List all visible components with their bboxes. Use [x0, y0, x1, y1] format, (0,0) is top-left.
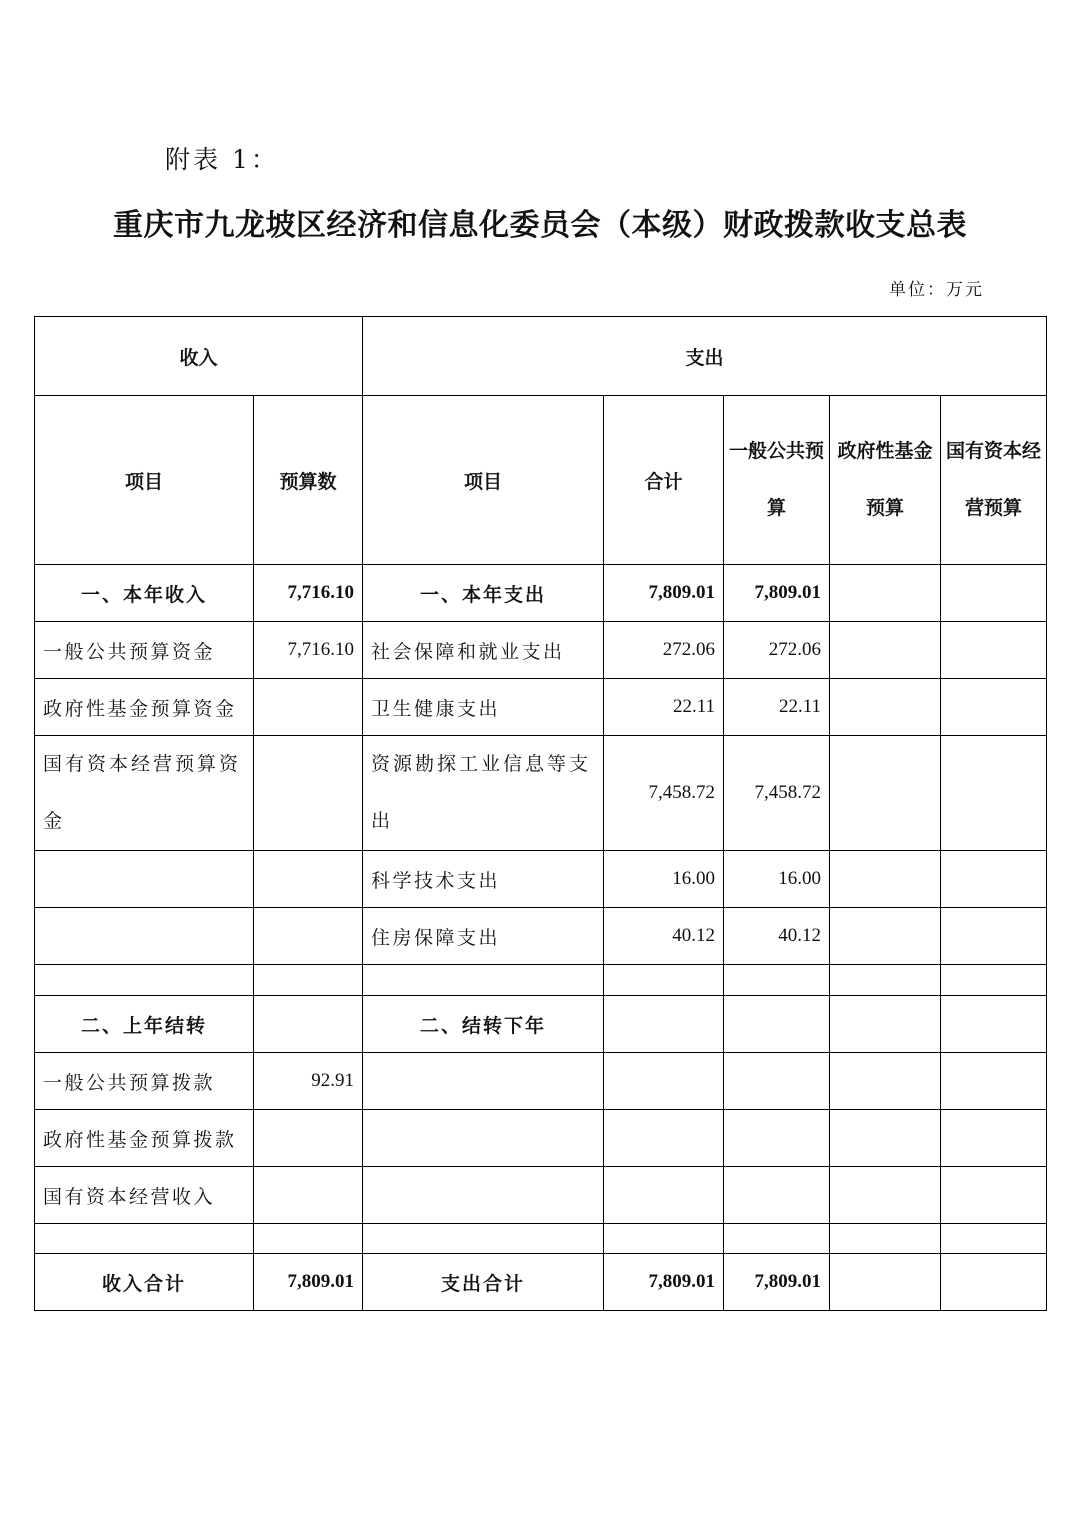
expense-item-cell: 二、结转下年 — [363, 996, 604, 1053]
gov-fund-cell — [830, 851, 941, 908]
spacer-row — [35, 1224, 1047, 1254]
state-capital-cell — [941, 622, 1047, 679]
col-state-capital: 国有资本经营预算 — [941, 396, 1047, 565]
state-capital-cell — [941, 1053, 1047, 1110]
state-capital-cell — [941, 736, 1047, 851]
table-row — [35, 851, 1047, 908]
gov-fund-cell — [830, 622, 941, 679]
gov-fund-cell — [830, 565, 941, 622]
general-cell: 40.12 — [724, 908, 830, 965]
income-budget-cell — [254, 996, 363, 1053]
totals-row — [35, 1254, 1047, 1311]
income-budget-cell: 7,716.10 — [254, 622, 363, 679]
state-capital-cell — [941, 565, 1047, 622]
gov-fund-cell — [830, 1053, 941, 1110]
income-budget-cell — [254, 679, 363, 736]
gov-fund-cell — [830, 1167, 941, 1224]
state-capital-cell — [941, 1110, 1047, 1167]
expense-item-cell: 住房保障支出 — [363, 908, 604, 965]
income-item-cell — [35, 908, 254, 965]
total-cell: 7,809.01 — [604, 565, 724, 622]
gov-fund-cell — [830, 736, 941, 851]
expense-item-cell — [363, 1053, 604, 1110]
general-cell — [724, 1110, 830, 1167]
expense-total-label: 支出合计 — [363, 1254, 604, 1311]
total-cell — [604, 1053, 724, 1110]
gov-fund-cell — [830, 908, 941, 965]
general-cell: 16.00 — [724, 851, 830, 908]
income-item-cell: 一般公共预算拨款 — [35, 1053, 254, 1110]
general-cell: 22.11 — [724, 679, 830, 736]
table-row — [35, 1167, 1047, 1224]
attachment-label: 附表 1： — [165, 145, 279, 174]
expense-item-cell: 卫生健康支出 — [363, 679, 604, 736]
income-total-value: 7,809.01 — [254, 1254, 363, 1311]
state-capital-cell — [941, 851, 1047, 908]
expense-item-cell: 社会保障和就业支出 — [363, 622, 604, 679]
col-income-item: 项目 — [35, 396, 254, 565]
col-expense-item: 项目 — [363, 396, 604, 565]
total-cell: 272.06 — [604, 622, 724, 679]
state-capital-cell — [941, 1254, 1047, 1311]
table-row — [35, 908, 1047, 965]
income-group-header: 收入 — [35, 317, 363, 396]
total-cell — [604, 1110, 724, 1167]
total-cell — [604, 1167, 724, 1224]
state-capital-cell — [941, 679, 1047, 736]
state-capital-cell — [941, 996, 1047, 1053]
state-capital-cell — [941, 908, 1047, 965]
gov-fund-cell — [830, 996, 941, 1053]
income-total-label: 收入合计 — [35, 1254, 254, 1311]
general-cell: 7,458.72 — [724, 736, 830, 851]
general-cell — [724, 1053, 830, 1110]
table-row — [35, 1110, 1047, 1167]
col-total: 合计 — [604, 396, 724, 565]
gov-fund-cell — [830, 1110, 941, 1167]
spacer-row — [35, 965, 1047, 996]
table-row — [35, 996, 1047, 1053]
table-row — [35, 1053, 1047, 1110]
income-budget-cell: 7,716.10 — [254, 565, 363, 622]
expense-item-cell — [363, 1167, 604, 1224]
total-cell: 40.12 — [604, 908, 724, 965]
general-cell — [724, 1167, 830, 1224]
table-row — [35, 565, 1047, 622]
income-item-cell — [35, 851, 254, 908]
total-cell: 16.00 — [604, 851, 724, 908]
income-item-cell: 二、上年结转 — [35, 996, 254, 1053]
income-item-cell: 国有资本经营预算资金 — [35, 736, 254, 851]
income-budget-cell — [254, 851, 363, 908]
table-row — [35, 736, 1047, 851]
income-budget-cell — [254, 1167, 363, 1224]
expense-item-cell: 一、本年支出 — [363, 565, 604, 622]
total-cell — [604, 996, 724, 1053]
column-header-row — [35, 396, 1047, 565]
total-cell: 22.11 — [604, 679, 724, 736]
income-item-cell: 一般公共预算资金 — [35, 622, 254, 679]
total-cell: 7,458.72 — [604, 736, 724, 851]
budget-summary-table — [34, 316, 1047, 1311]
income-budget-cell — [254, 908, 363, 965]
general-cell: 272.06 — [724, 622, 830, 679]
document-title: 重庆市九龙坡区经济和信息化委员会（本级）财政拨款收支总表 — [113, 208, 967, 243]
col-income-budget: 预算数 — [254, 396, 363, 565]
expense-item-cell: 资源勘探工业信息等支出 — [363, 736, 604, 851]
income-budget-cell — [254, 1110, 363, 1167]
col-general-public: 一般公共预算 — [724, 396, 830, 565]
income-item-cell: 政府性基金预算资金 — [35, 679, 254, 736]
income-budget-cell — [254, 736, 363, 851]
general-cell: 7,809.01 — [724, 565, 830, 622]
table-row — [35, 622, 1047, 679]
group-header-row — [35, 317, 1047, 396]
gov-fund-cell — [830, 679, 941, 736]
col-gov-fund: 政府性基金预算 — [830, 396, 941, 565]
unit-label: 单位：万元 — [889, 280, 984, 300]
expense-group-header: 支出 — [363, 317, 1047, 396]
expense-item-cell — [363, 1110, 604, 1167]
income-item-cell: 国有资本经营收入 — [35, 1167, 254, 1224]
income-budget-cell: 92.91 — [254, 1053, 363, 1110]
table-row — [35, 679, 1047, 736]
general-cell — [724, 996, 830, 1053]
expense-item-cell: 科学技术支出 — [363, 851, 604, 908]
expense-general-total-value: 7,809.01 — [724, 1254, 830, 1311]
expense-total-value: 7,809.01 — [604, 1254, 724, 1311]
income-item-cell: 一、本年收入 — [35, 565, 254, 622]
gov-fund-cell — [830, 1254, 941, 1311]
income-item-cell: 政府性基金预算拨款 — [35, 1110, 254, 1167]
state-capital-cell — [941, 1167, 1047, 1224]
